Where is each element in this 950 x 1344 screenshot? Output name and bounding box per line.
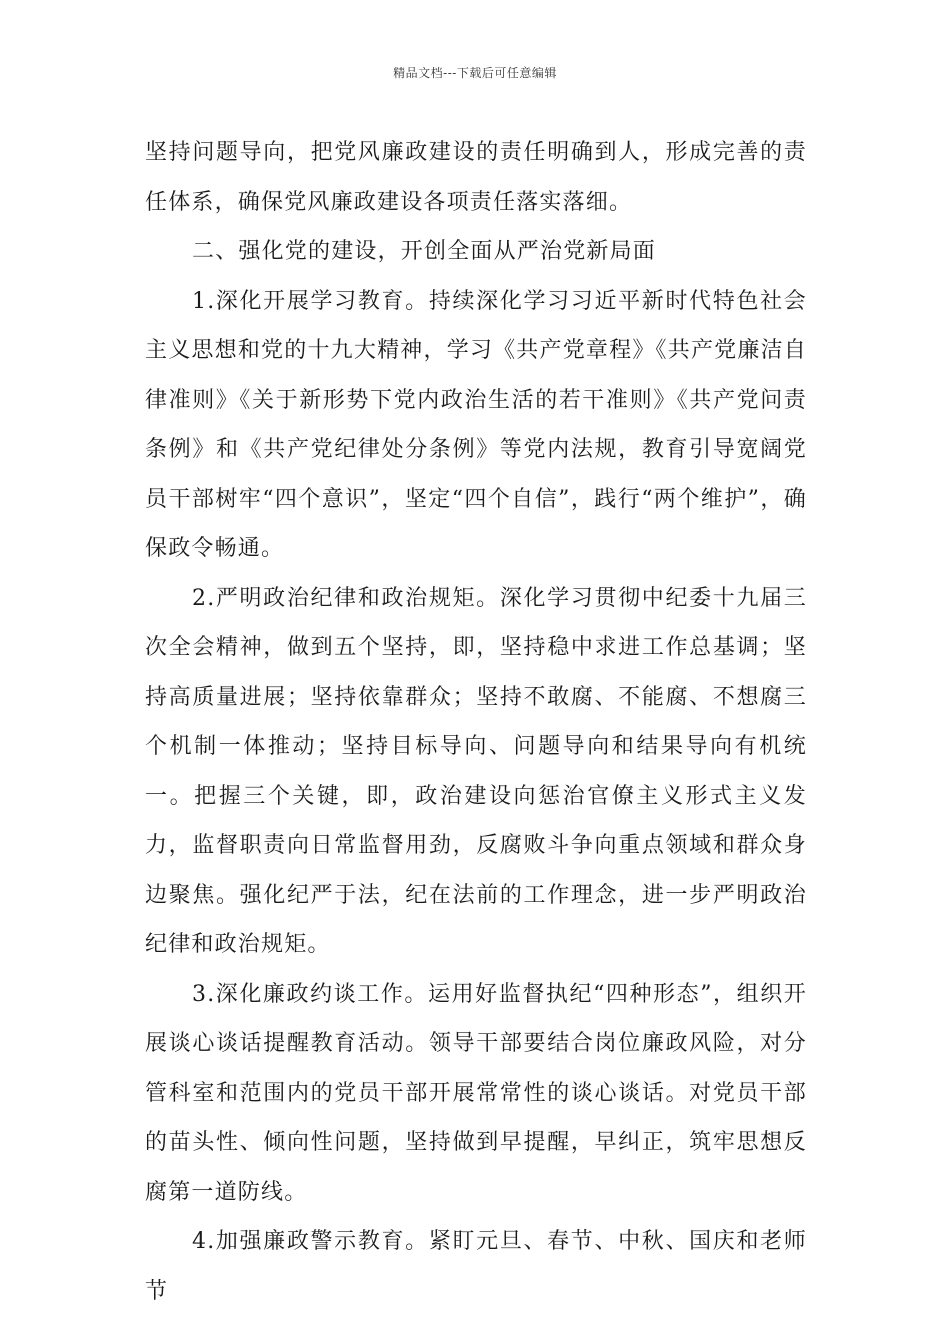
paragraph-continuation: 坚持问题导向，把党风廉政建设的责任明确到人，形成完善的责任体系，确保党风廉政建设各项责任落实落细。: [145, 140, 807, 215]
paragraph-item-1: 1.深化开展学习教育。持续深化学习习近平新时代特色社会主义思想和党的十九大精神，学习《共产党章程》《共产党廉洁自律准则》《关于新形势下党内政治生活的若干准则》《共产党问责条例》和《共产党纪律处分条例》等党内法规，教育引导宽阔党员干部树牢“四个意识”，坚定“四个自信”，践行“两个维护”，确保政令畅通。: [145, 288, 807, 561]
paragraph-item-4: 4.加强廉政警示教育。紧盯元旦、春节、中秋、国庆和老师节: [145, 1229, 807, 1304]
paragraph-item-3: 3.深化廉政约谈工作。运用好监督执纪“四种形态”，组织开展谈心谈话提醒教育活动。领导干部要结合岗位廉政风险，对分管科室和范围内的党员干部开展常常性的谈心谈话。对党员干部的苗头性、倾向性问题，坚持做到早提醒，早纠正，筑牢思想反腐第一道防线。: [145, 981, 807, 1205]
page-header: 精品文档---下载后可任意编辑: [393, 66, 557, 80]
section-heading: 二、强化党的建设，开创全面从严治党新局面: [192, 239, 657, 264]
paragraph-item-2: 2.严明政治纪律和政治规矩。深化学习贯彻中纪委十九届三次全会精神，做到五个坚持，即，坚持稳中求进工作总基调；坚持高质量进展；坚持依靠群众；坚持不敢腐、不能腐、不想腐三个机制一体推动；坚持目标导向、问题导向和结果导向有机统一。把握三个关键，即，政治建设向惩治官僚主义形式主义发力，监督职责向日常监督用劲，反腐败斗争向重点领域和群众身边聚焦。强化纪严于法，纪在法前的工作理念，进一步严明政治纪律和政治规矩。: [145, 585, 807, 957]
document-body: [145, 128, 807, 1316]
